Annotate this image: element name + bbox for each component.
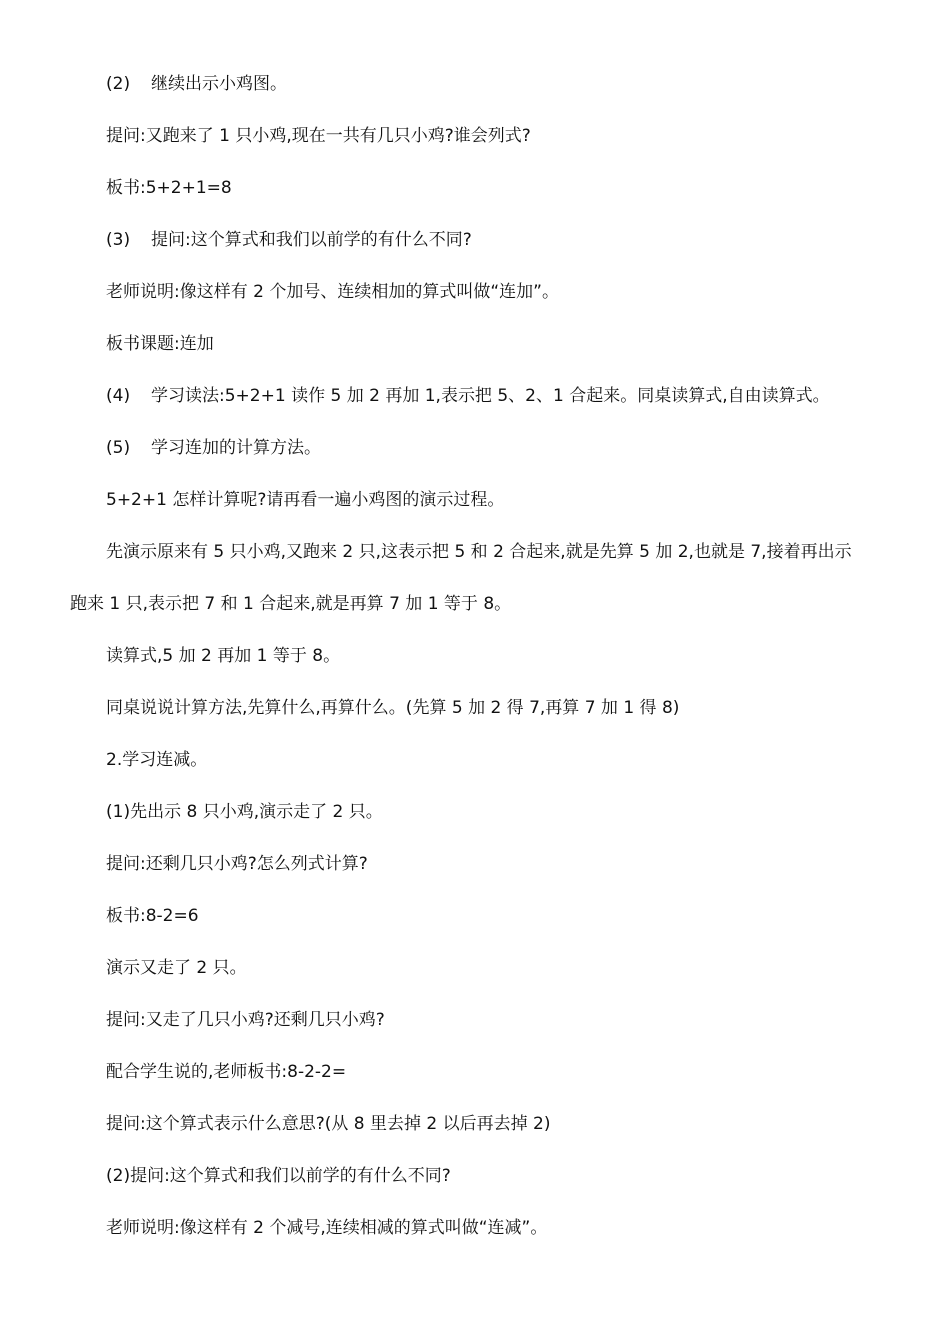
paragraph: 演示又走了 2 只。 — [106, 958, 247, 978]
paragraph: (2)提问:这个算式和我们以前学的有什么不同? — [106, 1166, 451, 1186]
paragraph-text: 继续出示小鸡图。 — [151, 74, 287, 94]
paragraph: 配合学生说的,老师板书:8-2-2= — [106, 1062, 347, 1082]
paragraph: 提问:又走了几只小鸡?还剩几只小鸡? — [106, 1010, 385, 1030]
step-number: (5) — [106, 438, 131, 458]
paragraph: 老师说明:像这样有 2 个加号、连续相加的算式叫做“连加”。 — [106, 282, 559, 302]
section-heading: 2.学习连减。 — [106, 750, 208, 770]
paragraph: 读算式,5 加 2 再加 1 等于 8。 — [106, 646, 341, 666]
paragraph: 同桌说说计算方法,先算什么,再算什么。(先算 5 加 2 得 7,再算 7 加 1 得 8) — [106, 698, 680, 718]
paragraph-text: 提问:这个算式和我们以前学的有什么不同? — [151, 230, 472, 250]
paragraph: 提问:又跑来了 1 只小鸡,现在一共有几只小鸡?谁会列式? — [106, 126, 531, 146]
paragraph-text: 学习读法:5+2+1 读作 5 加 2 再加 1,表示把 5、2、1 合起来。同桌读算式,自由读算式。 — [151, 386, 830, 406]
paragraph-step-5 — [106, 436, 321, 460]
paragraph-line-2: 跑来 1 只,表示把 7 和 1 合起来,就是再算 7 加 1 等于 8。 — [70, 594, 512, 614]
paragraph: (1)先出示 8 只小鸡,演示走了 2 只。 — [106, 802, 383, 822]
step-number: (3) — [106, 230, 131, 250]
paragraph-step-4 — [106, 384, 830, 408]
paragraph: 板书:8-2=6 — [106, 906, 199, 926]
paragraph: 5+2+1 怎样计算呢?请再看一遍小鸡图的演示过程。 — [106, 490, 505, 510]
paragraph: 板书:5+2+1=8 — [106, 178, 232, 198]
paragraph: 提问:还剩几只小鸡?怎么列式计算? — [106, 854, 368, 874]
paragraph: 提问:这个算式表示什么意思?(从 8 里去掉 2 以后再去掉 2) — [106, 1114, 551, 1134]
paragraph: 板书课题:连加 — [106, 334, 214, 354]
paragraph: 老师说明:像这样有 2 个减号,连续相减的算式叫做“连减”。 — [106, 1218, 548, 1238]
paragraph-text: 学习连加的计算方法。 — [151, 438, 321, 458]
step-number: (2) — [106, 74, 131, 94]
paragraph-step-2 — [106, 72, 287, 96]
step-number: (4) — [106, 386, 131, 406]
paragraph-step-3 — [106, 228, 472, 252]
paragraph-line-1: 先演示原来有 5 只小鸡,又跑来 2 只,这表示把 5 和 2 合起来,就是先算 5 加 2,也就是 7,接着再出示 — [106, 542, 852, 562]
